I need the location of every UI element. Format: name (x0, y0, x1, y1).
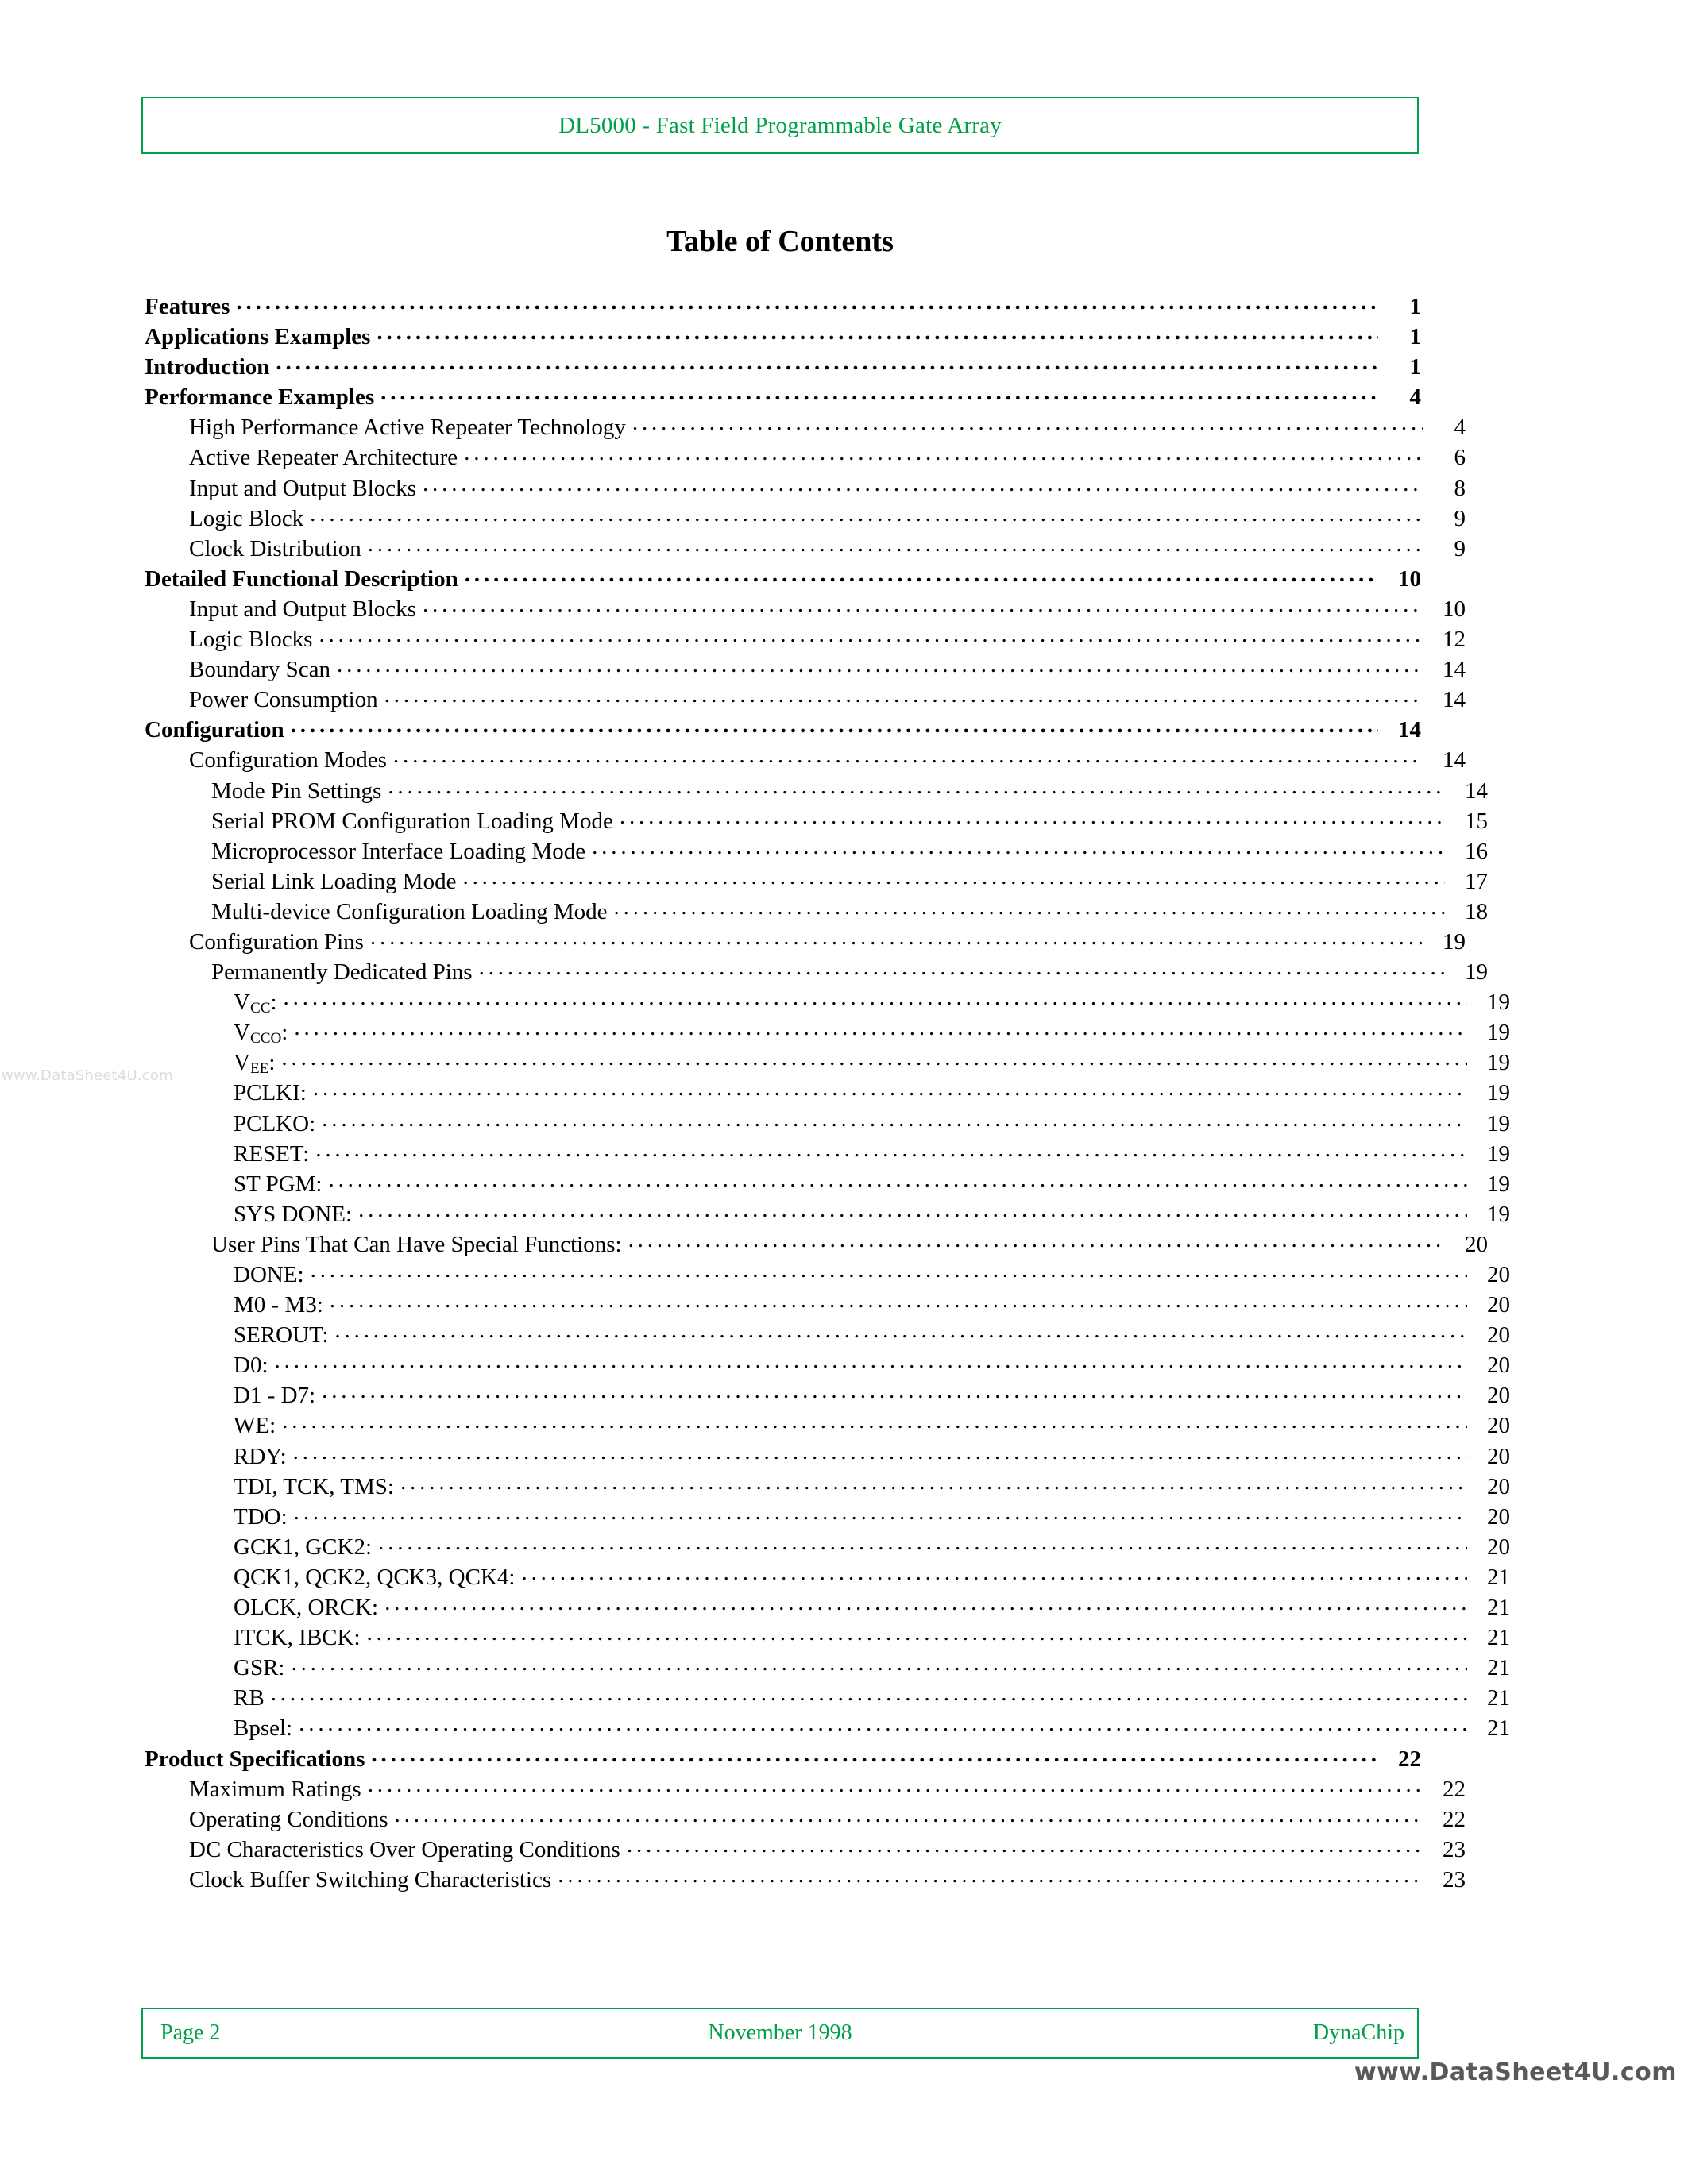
toc-dot-leader (558, 1864, 1423, 1887)
toc-entry-page-number: 14 (1443, 747, 1466, 774)
toc-entry[interactable] (145, 1471, 1510, 1501)
toc-entry[interactable] (145, 986, 1510, 1017)
toc-entry-page-number: 20 (1487, 1413, 1510, 1439)
table-of-contents (145, 291, 1510, 1894)
toc-entry[interactable] (145, 351, 1421, 381)
toc-entry-page-number: 9 (1454, 535, 1466, 561)
toc-entry[interactable] (145, 775, 1488, 805)
toc-entry-label: M0 - M3: (234, 1292, 323, 1318)
toc-entry-label: Active Repeater Architecture (189, 445, 458, 471)
toc-entry[interactable] (145, 473, 1466, 503)
toc-entry-page-number: 20 (1487, 1503, 1510, 1530)
toc-entry-page-number: 10 (1398, 565, 1421, 592)
toc-dot-leader (367, 1622, 1468, 1645)
toc-entry-page-number: 10 (1443, 596, 1466, 622)
toc-entry[interactable] (145, 1864, 1466, 1894)
toc-entry-page-number: 21 (1487, 1685, 1510, 1711)
toc-entry-label: TDI, TCK, TMS: (234, 1473, 394, 1499)
toc-entry-page-number: 19 (1487, 1201, 1510, 1227)
toc-entry-page-number: 21 (1487, 1625, 1510, 1651)
toc-entry[interactable] (145, 1773, 1466, 1804)
toc-entry-page-number: 19 (1443, 928, 1466, 955)
toc-entry[interactable] (145, 321, 1421, 351)
toc-entry[interactable] (145, 1017, 1510, 1047)
toc-dot-leader (368, 533, 1423, 556)
toc-entry-label: Clock Distribution (189, 535, 361, 561)
toc-entry-page-number: 21 (1487, 1655, 1510, 1681)
toc-dot-leader (380, 381, 1378, 404)
toc-entry[interactable] (145, 1834, 1466, 1864)
toc-entry-label: High Performance Active Repeater Technology (189, 415, 626, 441)
toc-entry[interactable] (145, 1138, 1510, 1168)
toc-entry[interactable] (145, 866, 1488, 896)
toc-dot-leader (384, 1592, 1467, 1615)
toc-entry-page-number: 20 (1487, 1443, 1510, 1469)
toc-entry-label: Serial PROM Configuration Loading Mode (211, 808, 613, 834)
toc-entry[interactable] (145, 623, 1466, 654)
toc-entry[interactable] (145, 442, 1466, 472)
toc-entry[interactable] (145, 381, 1421, 411)
toc-dot-leader (291, 714, 1378, 737)
toc-entry-label: Microprocessor Interface Loading Mode (211, 838, 586, 864)
toc-entry-page-number: 19 (1487, 990, 1510, 1016)
toc-dot-leader (592, 835, 1445, 859)
toc-entry-label: Detailed Functional Description (145, 565, 458, 592)
toc-entry-page-number: 20 (1487, 1322, 1510, 1349)
toc-entry[interactable] (145, 654, 1466, 684)
toc-entry-label: Features (145, 294, 230, 319)
toc-entry-label: Input and Output Blocks (189, 596, 416, 622)
toc-dot-leader (294, 1501, 1467, 1524)
toc-entry[interactable] (145, 533, 1466, 563)
toc-entry[interactable] (145, 1077, 1510, 1107)
toc-entry-page-number: 4 (1454, 415, 1466, 441)
toc-dot-leader (627, 1834, 1423, 1857)
toc-entry-label: TDO: (234, 1503, 288, 1530)
toc-entry-page-number: 20 (1487, 1262, 1510, 1287)
toc-entry-page-number: 1 (1409, 294, 1421, 319)
toc-entry-label: $V_{CCO}$: (234, 1020, 288, 1048)
toc-entry-label: GCK1, GCK2: (234, 1534, 373, 1560)
toc-entry-page-number: 6 (1454, 445, 1466, 471)
toc-entry-label: RESET: (234, 1140, 310, 1167)
toc-entry-page-number: 14 (1465, 778, 1488, 804)
toc-entry[interactable] (145, 1652, 1510, 1682)
toc-entry-label: Applications Examples (145, 324, 371, 350)
toc-entry[interactable] (145, 714, 1421, 744)
toc-entry[interactable] (145, 1259, 1510, 1289)
toc-entry-label: Configuration Modes (189, 747, 387, 774)
toc-entry-page-number: 19 (1465, 959, 1488, 986)
toc-dot-leader (464, 442, 1423, 465)
toc-entry-label: OLCK, ORCK: (234, 1595, 379, 1621)
toc-entry-label: QCK1, QCK2, QCK3, QCK4: (234, 1564, 516, 1590)
toc-entry-page-number: 21 (1487, 1715, 1510, 1742)
toc-dot-leader (358, 1198, 1467, 1221)
toc-dot-leader (334, 1319, 1467, 1342)
toc-entry-label: $V_{EE}$: (234, 1050, 276, 1078)
toc-entry[interactable] (145, 1289, 1510, 1319)
toc-entry[interactable] (145, 1501, 1510, 1531)
toc-dot-leader (620, 805, 1445, 828)
toc-dot-leader (462, 866, 1445, 889)
toc-entry[interactable] (145, 411, 1466, 442)
toc-entry-page-number: 20 (1487, 1383, 1510, 1409)
toc-entry-label: Input and Output Blocks (189, 475, 416, 501)
toc-entry-label: PCLKI: (234, 1080, 307, 1106)
toc-entry-page-number: 14 (1398, 717, 1421, 743)
toc-entry-label: Multi-device Configuration Loading Mode (211, 898, 608, 924)
toc-entry[interactable] (145, 503, 1466, 533)
toc-dot-leader (284, 986, 1467, 1009)
toc-entry-label: D0: (234, 1352, 268, 1379)
toc-entry-label: Bpsel: (234, 1715, 293, 1742)
toc-entry-label: ITCK, IBCK: (234, 1625, 361, 1651)
toc-entry[interactable] (145, 1047, 1510, 1077)
toc-entry[interactable] (145, 1379, 1510, 1410)
toc-entry-page-number: 20 (1465, 1231, 1488, 1257)
toc-entry-label: ST PGM: (234, 1171, 323, 1197)
toc-entry[interactable] (145, 291, 1421, 321)
footer-page-number: Page 2 (160, 2020, 221, 2045)
toc-dot-leader (315, 1138, 1467, 1161)
toc-entry-label: Permanently Dedicated Pins (211, 959, 473, 986)
toc-dot-leader (632, 411, 1423, 434)
toc-entry-page-number: 19 (1487, 1080, 1510, 1106)
toc-entry[interactable] (145, 1410, 1510, 1440)
toc-entry[interactable] (145, 1229, 1488, 1259)
toc-entry-label: Operating Conditions (189, 1806, 388, 1832)
toc-dot-leader (310, 503, 1423, 526)
toc-dot-leader (328, 1168, 1467, 1191)
toc-entry-page-number: 16 (1465, 838, 1488, 864)
toc-entry-label: Power Consumption (189, 687, 378, 713)
toc-entry-page-number: 19 (1487, 1110, 1510, 1136)
toc-entry[interactable] (145, 1168, 1510, 1198)
toc-entry-page-number: 20 (1487, 1292, 1510, 1318)
toc-entry[interactable] (145, 1682, 1510, 1712)
toc-dot-leader (337, 654, 1423, 677)
toc-entry[interactable] (145, 956, 1488, 986)
toc-dot-leader (291, 1652, 1467, 1675)
toc-dot-leader (322, 1108, 1467, 1131)
toc-dot-leader (378, 1531, 1467, 1554)
toc-entry-page-number: 1 (1409, 354, 1421, 380)
toc-entry[interactable] (145, 896, 1488, 926)
toc-entry-page-number: 8 (1454, 475, 1466, 501)
page-footer (141, 2008, 1419, 2059)
toc-entry-page-number: 19 (1487, 1020, 1510, 1046)
header-title: DL5000 - Fast Field Programmable Gate Array (558, 112, 1002, 138)
toc-entry-label: Boundary Scan (189, 657, 330, 683)
toc-dot-leader (313, 1077, 1467, 1100)
toc-entry[interactable] (145, 1349, 1510, 1379)
toc-dot-leader (282, 1410, 1467, 1433)
toc-dot-leader (370, 926, 1423, 949)
toc-dot-leader (400, 1471, 1467, 1494)
toc-dot-leader (322, 1379, 1467, 1403)
toc-entry-page-number: 20 (1487, 1534, 1510, 1560)
toc-entry-page-number: 21 (1487, 1564, 1510, 1590)
toc-entry-page-number: 20 (1487, 1473, 1510, 1499)
toc-dot-leader (423, 593, 1423, 616)
toc-entry-page-number: 14 (1443, 657, 1466, 683)
toc-entry[interactable] (145, 1441, 1510, 1471)
toc-entry-label: SEROUT: (234, 1322, 329, 1349)
toc-entry[interactable] (145, 1622, 1510, 1652)
toc-dot-leader (294, 1017, 1467, 1040)
toc-entry-page-number: 9 (1454, 505, 1466, 531)
toc-entry[interactable] (145, 1319, 1510, 1349)
toc-entry-page-number: 22 (1398, 1746, 1421, 1772)
toc-dot-leader (628, 1229, 1445, 1252)
toc-entry-label: Introduction (145, 354, 270, 380)
toc-entry-label: Mode Pin Settings (211, 778, 382, 804)
toc-entry[interactable] (145, 1592, 1510, 1622)
toc-dot-leader (330, 1289, 1467, 1312)
toc-entry-label: GSR: (234, 1655, 285, 1681)
toc-entry-page-number: 12 (1443, 627, 1466, 653)
toc-entry-label: Logic Blocks (189, 627, 313, 653)
toc-dot-leader (299, 1712, 1467, 1735)
toc-entry[interactable] (145, 805, 1488, 835)
toc-entry[interactable] (145, 1712, 1510, 1742)
toc-entry[interactable] (145, 593, 1466, 623)
toc-dot-leader (319, 623, 1423, 646)
toc-dot-leader (521, 1561, 1467, 1584)
toc-entry-page-number: 19 (1487, 1171, 1510, 1197)
toc-entry-page-number: 15 (1465, 808, 1488, 834)
toc-dot-leader (384, 684, 1423, 707)
footer-company: DynaChip (1312, 2020, 1404, 2045)
toc-dot-leader (368, 1773, 1423, 1796)
toc-dot-leader (395, 1804, 1423, 1827)
toc-dot-leader (465, 563, 1378, 586)
toc-entry-label: Logic Block (189, 505, 304, 531)
toc-entry-page-number: 1 (1409, 324, 1421, 350)
toc-entry-page-number: 19 (1487, 1140, 1510, 1167)
toc-entry-page-number: 20 (1487, 1352, 1510, 1379)
watermark-left-edge: www.DataSheet4U.com (2, 1067, 173, 1084)
toc-entry[interactable] (145, 684, 1466, 714)
toc-entry[interactable] (145, 1804, 1466, 1834)
toc-entry-page-number: 17 (1465, 868, 1488, 894)
toc-entry-label: DC Characteristics Over Operating Conditions (189, 1836, 620, 1862)
page-title: Table of Contents (666, 225, 894, 258)
toc-entry-label: RB (234, 1685, 265, 1711)
toc-entry[interactable] (145, 835, 1488, 866)
toc-entry-label: Clock Buffer Switching Characteristics (189, 1866, 552, 1893)
toc-entry-label: Configuration Pins (189, 928, 364, 955)
toc-entry-label: Performance Examples (145, 384, 375, 411)
toc-dot-leader (271, 1682, 1467, 1705)
toc-entry-label: SYS DONE: (234, 1201, 353, 1227)
toc-entry-page-number: 23 (1443, 1866, 1466, 1893)
toc-entry-page-number: 23 (1443, 1836, 1466, 1862)
toc-entry-page-number: 19 (1487, 1050, 1510, 1076)
toc-entry-page-number: 22 (1443, 1776, 1466, 1802)
toc-entry[interactable] (145, 744, 1466, 774)
toc-dot-leader (371, 1743, 1378, 1766)
toc-entry[interactable] (145, 1108, 1510, 1138)
toc-dot-leader (423, 473, 1423, 496)
toc-entry-label: DONE: (234, 1262, 304, 1287)
toc-entry[interactable] (145, 1198, 1510, 1229)
toc-entry[interactable] (145, 1743, 1421, 1773)
page-header (141, 97, 1419, 154)
toc-entry[interactable] (145, 563, 1421, 593)
toc-dot-leader (614, 896, 1445, 919)
toc-dot-leader (393, 744, 1423, 767)
toc-entry-page-number: 22 (1443, 1806, 1466, 1832)
toc-entry-label: $V_{CC}$: (234, 990, 277, 1017)
toc-dot-leader (377, 321, 1378, 344)
toc-dot-leader (311, 1259, 1467, 1282)
toc-entry-label: WE: (234, 1413, 276, 1439)
toc-entry-page-number: 4 (1409, 384, 1421, 411)
toc-dot-leader (281, 1047, 1467, 1070)
toc-entry-page-number: 14 (1443, 687, 1466, 713)
toc-dot-leader (388, 775, 1445, 798)
toc-entry-page-number: 21 (1487, 1595, 1510, 1621)
toc-entry-label: Product Specifications (145, 1746, 365, 1772)
toc-dot-leader (236, 291, 1378, 314)
toc-dot-leader (276, 351, 1378, 374)
watermark-corner: www.DataSheet4U.com (1354, 2059, 1677, 2086)
toc-dot-leader (275, 1349, 1468, 1372)
toc-entry-label: D1 - D7: (234, 1383, 316, 1409)
toc-entry-label: PCLKO: (234, 1110, 316, 1136)
toc-entry-label: Serial Link Loading Mode (211, 868, 457, 894)
toc-entry[interactable] (145, 1531, 1510, 1561)
toc-entry-label: Configuration (145, 717, 284, 743)
toc-entry[interactable] (145, 926, 1466, 956)
toc-entry-label: Maximum Ratings (189, 1776, 361, 1802)
toc-entry-label: User Pins That Can Have Special Functions: (211, 1231, 622, 1257)
footer-date: November 1998 (708, 2020, 852, 2045)
toc-entry[interactable] (145, 1561, 1510, 1592)
toc-entry-label: RDY: (234, 1443, 287, 1469)
toc-dot-leader (293, 1441, 1467, 1464)
toc-dot-leader (479, 956, 1445, 979)
toc-entry-page-number: 18 (1465, 898, 1488, 924)
